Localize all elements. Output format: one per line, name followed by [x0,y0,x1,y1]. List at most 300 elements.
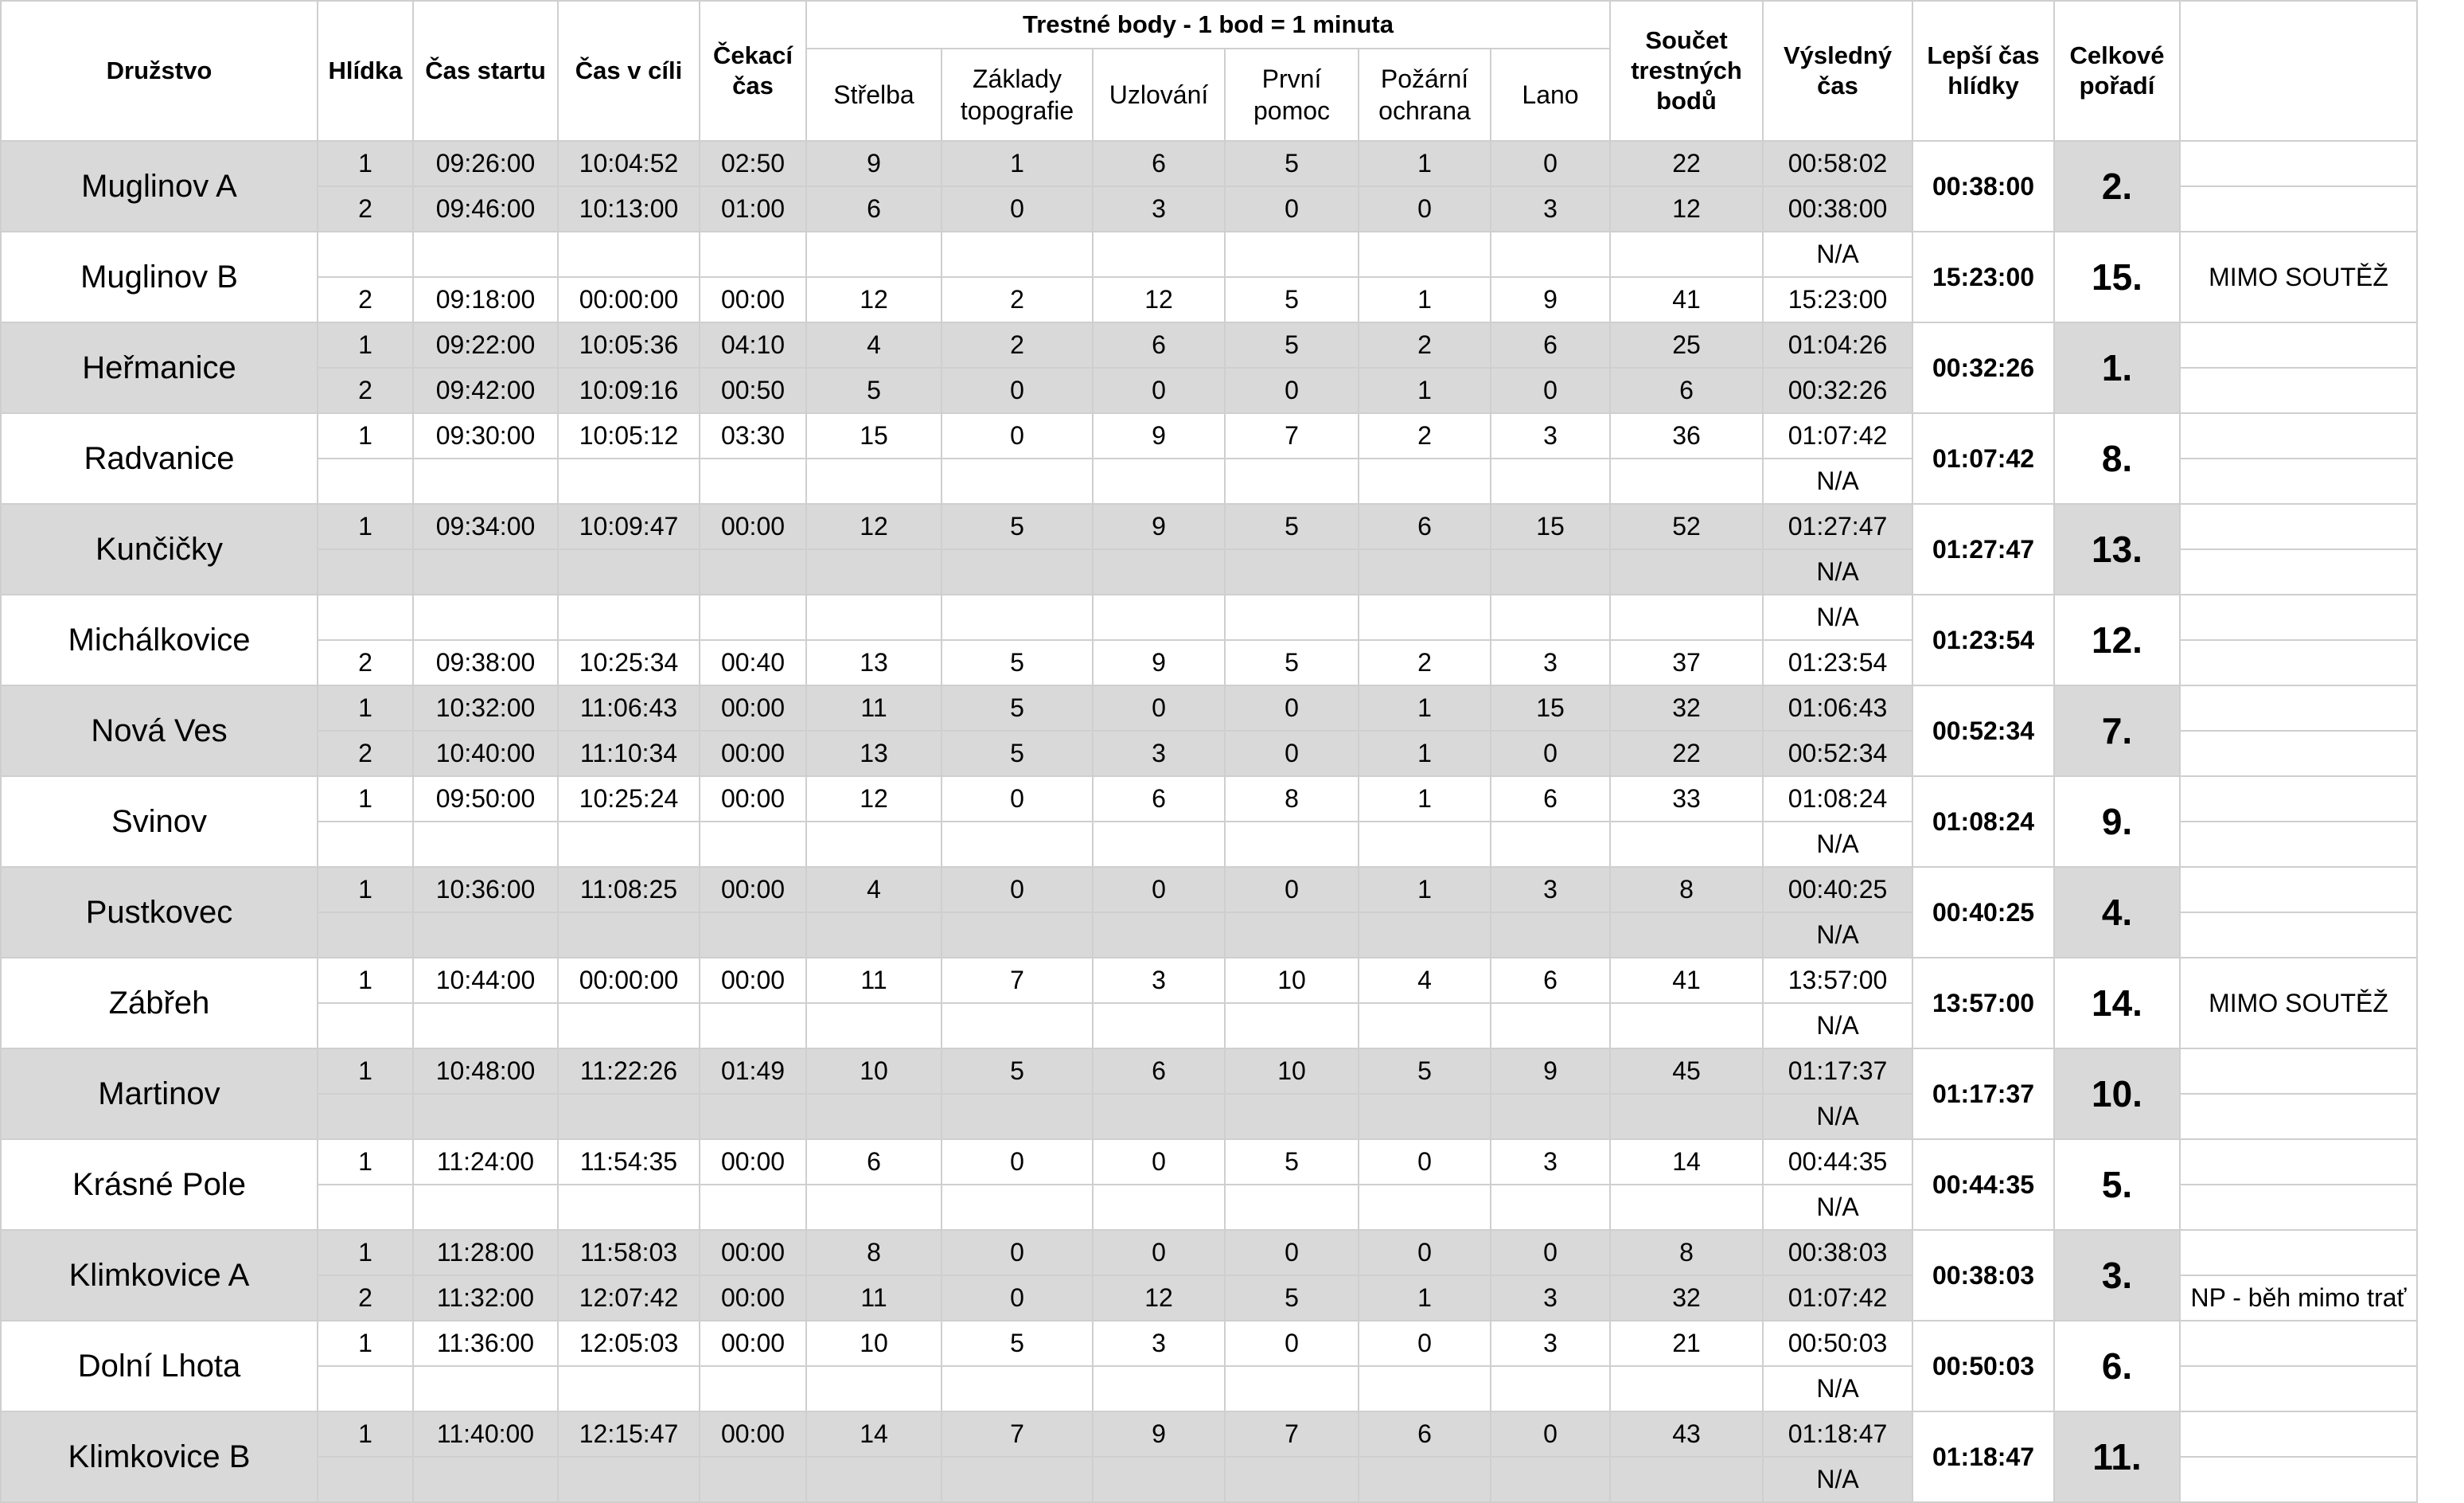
shooting-cell [806,912,942,958]
first-aid-cell [1225,1003,1359,1048]
patrol-cell: 2 [318,731,413,776]
patrol-cell [318,1094,413,1139]
result-time-cell: N/A [1763,1366,1912,1411]
table-row [1,1048,2417,1094]
topography-cell: 5 [942,640,1093,685]
shooting-cell: 14 [806,1411,942,1457]
team-name: Kunčičky [1,504,318,595]
fire-protection-cell: 1 [1359,141,1491,186]
start-time-cell [413,912,558,958]
shooting-cell: 12 [806,504,942,549]
start-time-cell: 09:46:00 [413,186,558,232]
first-aid-cell: 7 [1225,1411,1359,1457]
wait-time-cell: 03:30 [700,413,806,459]
patrol-cell [318,1185,413,1230]
fire-protection-cell [1359,1457,1491,1502]
result-time-cell: 00:40:25 [1763,867,1912,912]
knots-cell: 9 [1093,504,1225,549]
start-time-cell: 10:32:00 [413,685,558,731]
rope-cell [1491,232,1610,277]
note-cell [2180,1321,2417,1366]
finish-time-cell: 00:00:00 [558,277,700,322]
topography-cell [942,595,1093,640]
patrol-cell: 1 [318,1411,413,1457]
team-name: Michálkovice [1,595,318,685]
wait-time-cell: 01:49 [700,1048,806,1094]
penalty-sum-cell: 25 [1610,322,1763,368]
knots-cell: 12 [1093,1275,1225,1321]
finish-time-cell: 12:05:03 [558,1321,700,1366]
header-best-time: Lepší čas hlídky [1912,1,2054,141]
best-time-cell: 01:07:42 [1912,413,2054,504]
topography-cell: 7 [942,1411,1093,1457]
best-time-cell: 01:08:24 [1912,776,2054,867]
rope-cell: 3 [1491,413,1610,459]
finish-time-cell: 11:08:25 [558,867,700,912]
note-cell [2180,595,2417,640]
knots-cell [1093,1003,1225,1048]
start-time-cell: 11:36:00 [413,1321,558,1366]
shooting-cell [806,1457,942,1502]
rope-cell: 3 [1491,186,1610,232]
wait-time-cell: 00:00 [700,867,806,912]
fire-protection-cell [1359,232,1491,277]
patrol-cell: 1 [318,958,413,1003]
first-aid-cell: 0 [1225,368,1359,413]
header-result-time: Výsledný čas [1763,1,1912,141]
shooting-cell [806,822,942,867]
note-cell [2180,504,2417,549]
table-row [1,504,2417,549]
finish-time-cell: 10:04:52 [558,141,700,186]
patrol-cell: 2 [318,1275,413,1321]
knots-cell: 9 [1093,413,1225,459]
finish-time-cell: 12:15:47 [558,1411,700,1457]
finish-time-cell [558,549,700,595]
overall-rank-cell: 6. [2054,1321,2180,1411]
knots-cell: 3 [1093,731,1225,776]
knots-cell [1093,1366,1225,1411]
team-name: Klimkovice A [1,1230,318,1321]
overall-rank-cell: 11. [2054,1411,2180,1502]
result-time-cell: 13:57:00 [1763,958,1912,1003]
finish-time-cell: 10:09:16 [558,368,700,413]
team-name: Heřmanice [1,322,318,413]
knots-cell [1093,232,1225,277]
overall-rank-cell: 7. [2054,685,2180,776]
start-time-cell [413,1457,558,1502]
header-team: Družstvo [1,1,318,141]
wait-time-cell: 00:00 [700,685,806,731]
patrol-cell: 2 [318,640,413,685]
patrol-cell: 1 [318,1139,413,1185]
note-cell [2180,685,2417,731]
topography-cell: 0 [942,368,1093,413]
best-time-cell: 00:32:26 [1912,322,2054,413]
start-time-cell: 10:36:00 [413,867,558,912]
fire-protection-cell: 1 [1359,277,1491,322]
start-time-cell: 11:32:00 [413,1275,558,1321]
best-time-cell: 15:23:00 [1912,232,2054,322]
fire-protection-cell [1359,459,1491,504]
first-aid-cell: 5 [1225,1139,1359,1185]
team-name: Pustkovec [1,867,318,958]
note-cell [2180,912,2417,958]
fire-protection-cell: 6 [1359,504,1491,549]
result-time-cell: 01:06:43 [1763,685,1912,731]
rope-cell: 3 [1491,1139,1610,1185]
finish-time-cell: 10:13:00 [558,186,700,232]
note-cell [2180,322,2417,368]
penalty-sum-cell: 32 [1610,1275,1763,1321]
penalty-sum-cell [1610,1003,1763,1048]
fire-protection-cell: 1 [1359,776,1491,822]
overall-rank-cell: 3. [2054,1230,2180,1321]
patrol-cell [318,912,413,958]
note-cell [2180,1139,2417,1185]
knots-cell: 0 [1093,368,1225,413]
rope-cell: 3 [1491,1321,1610,1366]
fire-protection-cell [1359,1366,1491,1411]
note-cell: NP - běh mimo trať [2180,1275,2417,1321]
shooting-cell [806,1094,942,1139]
penalty-sum-cell: 22 [1610,731,1763,776]
best-time-cell: 13:57:00 [1912,958,2054,1048]
rope-cell: 3 [1491,640,1610,685]
overall-rank-cell: 15. [2054,232,2180,322]
best-time-cell: 00:40:25 [1912,867,2054,958]
result-time-cell: 00:44:35 [1763,1139,1912,1185]
best-time-cell: 01:17:37 [1912,1048,2054,1139]
result-time-cell: 00:32:26 [1763,368,1912,413]
wait-time-cell: 00:00 [700,1321,806,1366]
topography-cell: 2 [942,322,1093,368]
penalty-sum-cell: 41 [1610,958,1763,1003]
start-time-cell [413,549,558,595]
shooting-cell [806,1366,942,1411]
overall-rank-cell: 5. [2054,1139,2180,1230]
penalty-sum-cell [1610,1094,1763,1139]
knots-cell: 9 [1093,1411,1225,1457]
start-time-cell: 09:22:00 [413,322,558,368]
first-aid-cell [1225,822,1359,867]
patrol-cell [318,232,413,277]
wait-time-cell [700,549,806,595]
rope-cell [1491,459,1610,504]
penalty-sum-cell: 52 [1610,504,1763,549]
first-aid-cell: 0 [1225,1230,1359,1275]
finish-time-cell [558,1457,700,1502]
topography-cell [942,232,1093,277]
overall-rank-cell: 2. [2054,141,2180,232]
note-cell [2180,1366,2417,1411]
fire-protection-cell [1359,1003,1491,1048]
table-row [1,1139,2417,1185]
topography-cell: 2 [942,277,1093,322]
patrol-cell: 1 [318,1048,413,1094]
table-row [1,1411,2417,1457]
start-time-cell: 09:34:00 [413,504,558,549]
knots-cell [1093,1094,1225,1139]
rope-cell: 15 [1491,504,1610,549]
knots-cell [1093,595,1225,640]
penalty-sum-cell [1610,822,1763,867]
fire-protection-cell: 6 [1359,1411,1491,1457]
fire-protection-cell: 1 [1359,685,1491,731]
result-time-cell: N/A [1763,822,1912,867]
header-rope: Lano [1491,49,1610,141]
patrol-cell [318,1003,413,1048]
start-time-cell: 09:50:00 [413,776,558,822]
penalty-sum-cell [1610,912,1763,958]
fire-protection-cell: 2 [1359,322,1491,368]
start-time-cell: 09:26:00 [413,141,558,186]
note-cell [2180,549,2417,595]
penalty-sum-cell: 12 [1610,186,1763,232]
best-time-cell: 00:44:35 [1912,1139,2054,1230]
wait-time-cell: 01:00 [700,186,806,232]
first-aid-cell [1225,459,1359,504]
finish-time-cell: 10:09:47 [558,504,700,549]
rope-cell: 0 [1491,141,1610,186]
start-time-cell: 11:28:00 [413,1230,558,1275]
topography-cell [942,912,1093,958]
shooting-cell [806,232,942,277]
rope-cell: 0 [1491,1230,1610,1275]
team-name: Nová Ves [1,685,318,776]
wait-time-cell: 00:00 [700,1230,806,1275]
knots-cell: 6 [1093,776,1225,822]
start-time-cell: 11:24:00 [413,1139,558,1185]
penalty-sum-cell [1610,1185,1763,1230]
patrol-cell [318,1366,413,1411]
results-body [1,141,2417,1502]
team-name: Zábřeh [1,958,318,1048]
result-time-cell: 01:27:47 [1763,504,1912,549]
patrol-cell: 1 [318,867,413,912]
header-knots: Uzlování [1093,49,1225,141]
penalty-sum-cell: 8 [1610,1230,1763,1275]
start-time-cell: 09:38:00 [413,640,558,685]
start-time-cell: 10:48:00 [413,1048,558,1094]
shooting-cell: 6 [806,186,942,232]
note-cell [2180,776,2417,822]
rope-cell: 0 [1491,1411,1610,1457]
wait-time-cell: 00:00 [700,277,806,322]
finish-time-cell [558,822,700,867]
result-time-cell: 01:23:54 [1763,640,1912,685]
topography-cell [942,1094,1093,1139]
note-cell [2180,731,2417,776]
patrol-cell: 1 [318,1230,413,1275]
rope-cell: 0 [1491,731,1610,776]
start-time-cell [413,459,558,504]
start-time-cell [413,1003,558,1048]
penalty-sum-cell: 21 [1610,1321,1763,1366]
finish-time-cell: 11:10:34 [558,731,700,776]
topography-cell [942,459,1093,504]
topography-cell: 5 [942,731,1093,776]
shooting-cell [806,595,942,640]
first-aid-cell: 5 [1225,277,1359,322]
fire-protection-cell [1359,549,1491,595]
topography-cell: 5 [942,1048,1093,1094]
penalty-sum-cell: 36 [1610,413,1763,459]
finish-time-cell [558,1366,700,1411]
best-time-cell: 01:18:47 [1912,1411,2054,1502]
start-time-cell: 09:18:00 [413,277,558,322]
table-row [1,1230,2417,1275]
penalty-sum-cell [1610,459,1763,504]
note-cell [2180,867,2417,912]
result-time-cell: N/A [1763,1185,1912,1230]
first-aid-cell [1225,595,1359,640]
best-time-cell: 00:52:34 [1912,685,2054,776]
shooting-cell: 4 [806,867,942,912]
start-time-cell [413,232,558,277]
first-aid-cell: 5 [1225,141,1359,186]
team-name: Svinov [1,776,318,867]
penalty-sum-cell: 6 [1610,368,1763,413]
note-cell [2180,1457,2417,1502]
fire-protection-cell: 0 [1359,1321,1491,1366]
rope-cell: 15 [1491,685,1610,731]
result-time-cell: 01:04:26 [1763,322,1912,368]
note-cell [2180,413,2417,459]
finish-time-cell [558,1185,700,1230]
rope-cell [1491,1185,1610,1230]
fire-protection-cell: 2 [1359,413,1491,459]
wait-time-cell [700,1094,806,1139]
table-row [1,685,2417,731]
penalty-sum-cell: 8 [1610,867,1763,912]
wait-time-cell [700,232,806,277]
table-row [1,595,2417,640]
wait-time-cell: 00:40 [700,640,806,685]
topography-cell [942,1185,1093,1230]
patrol-cell: 1 [318,776,413,822]
rope-cell [1491,912,1610,958]
first-aid-cell [1225,1185,1359,1230]
wait-time-cell: 00:00 [700,731,806,776]
fire-protection-cell [1359,912,1491,958]
rope-cell: 9 [1491,277,1610,322]
knots-cell: 0 [1093,685,1225,731]
team-name: Muglinov A [1,141,318,232]
topography-cell [942,549,1093,595]
wait-time-cell: 00:00 [700,504,806,549]
knots-cell [1093,459,1225,504]
fire-protection-cell: 5 [1359,1048,1491,1094]
knots-cell: 3 [1093,186,1225,232]
best-time-cell: 01:23:54 [1912,595,2054,685]
wait-time-cell [700,1185,806,1230]
header-topography: Základy topografie [942,49,1093,141]
first-aid-cell [1225,1094,1359,1139]
knots-cell [1093,1457,1225,1502]
finish-time-cell: 00:00:00 [558,958,700,1003]
rope-cell [1491,822,1610,867]
header-overall-rank: Celkové pořadí [2054,1,2180,141]
knots-cell [1093,912,1225,958]
note-cell [2180,1230,2417,1275]
fire-protection-cell [1359,595,1491,640]
rope-cell: 6 [1491,322,1610,368]
patrol-cell [318,459,413,504]
table-row [1,232,2417,277]
wait-time-cell: 00:00 [700,776,806,822]
overall-rank-cell: 8. [2054,413,2180,504]
shooting-cell: 11 [806,1275,942,1321]
rope-cell: 6 [1491,776,1610,822]
penalty-sum-cell: 43 [1610,1411,1763,1457]
team-name: Radvanice [1,413,318,504]
knots-cell: 3 [1093,958,1225,1003]
topography-cell: 5 [942,504,1093,549]
team-name: Dolní Lhota [1,1321,318,1411]
patrol-cell: 1 [318,685,413,731]
start-time-cell: 11:40:00 [413,1411,558,1457]
patrol-cell: 1 [318,1321,413,1366]
knots-cell: 6 [1093,141,1225,186]
shooting-cell: 6 [806,1139,942,1185]
header-patrol: Hlídka [318,1,413,141]
topography-cell [942,1366,1093,1411]
knots-cell [1093,549,1225,595]
patrol-cell: 1 [318,504,413,549]
first-aid-cell [1225,232,1359,277]
shooting-cell: 13 [806,731,942,776]
result-time-cell: N/A [1763,459,1912,504]
wait-time-cell [700,1366,806,1411]
result-time-cell: N/A [1763,595,1912,640]
shooting-cell: 12 [806,277,942,322]
patrol-cell: 2 [318,186,413,232]
topography-cell [942,1003,1093,1048]
first-aid-cell [1225,912,1359,958]
start-time-cell [413,595,558,640]
topography-cell: 7 [942,958,1093,1003]
rope-cell: 3 [1491,867,1610,912]
finish-time-cell: 10:05:36 [558,322,700,368]
patrol-cell [318,822,413,867]
fire-protection-cell [1359,1185,1491,1230]
header-shooting: Střelba [806,49,942,141]
note-cell: MIMO SOUTĚŽ [2180,958,2417,1048]
topography-cell: 0 [942,413,1093,459]
penalty-sum-cell: 33 [1610,776,1763,822]
note-cell [2180,1094,2417,1139]
start-time-cell: 09:42:00 [413,368,558,413]
first-aid-cell: 10 [1225,1048,1359,1094]
fire-protection-cell: 2 [1359,640,1491,685]
overall-rank-cell: 13. [2054,504,2180,595]
result-time-cell: 00:58:02 [1763,141,1912,186]
finish-time-cell [558,459,700,504]
knots-cell [1093,1185,1225,1230]
result-time-cell: N/A [1763,1003,1912,1048]
penalty-sum-cell [1610,1457,1763,1502]
finish-time-cell: 10:25:24 [558,776,700,822]
finish-time-cell: 10:25:34 [558,640,700,685]
table-row [1,776,2417,822]
shooting-cell: 12 [806,776,942,822]
patrol-cell: 2 [318,368,413,413]
topography-cell: 1 [942,141,1093,186]
knots-cell: 0 [1093,1139,1225,1185]
penalty-sum-cell [1610,595,1763,640]
result-time-cell: 00:38:03 [1763,1230,1912,1275]
